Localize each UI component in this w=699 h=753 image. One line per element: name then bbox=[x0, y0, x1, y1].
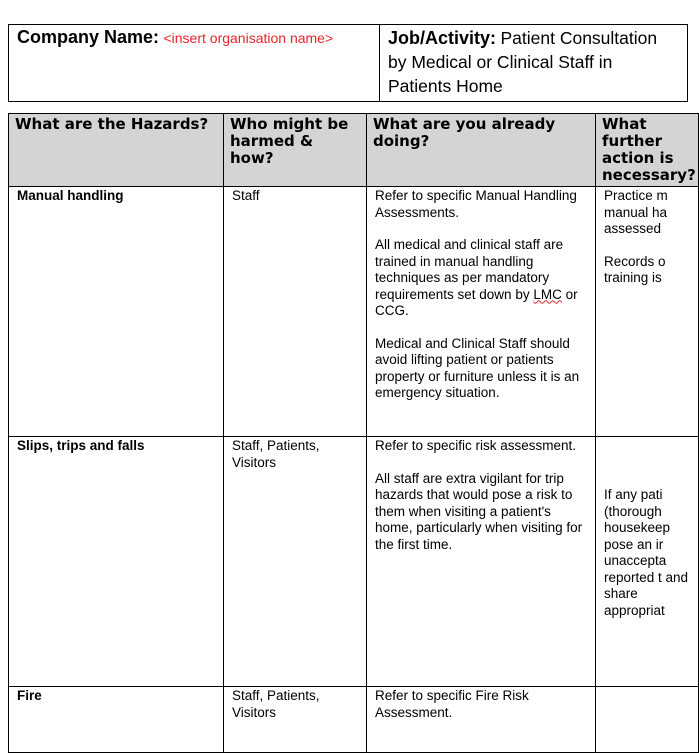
job-activity-cell bbox=[380, 25, 688, 102]
job-activity-label: Job/Activity: bbox=[388, 28, 497, 48]
who-cell: Staff bbox=[224, 187, 367, 437]
column-header-who: Who might be harmed & how? bbox=[224, 114, 367, 187]
doing-paragraph: Refer to specific Fire Risk Assessment. bbox=[375, 688, 529, 720]
further-cell bbox=[596, 187, 699, 437]
hazard-cell: Fire bbox=[9, 687, 224, 753]
table-header-row bbox=[9, 114, 699, 187]
further-paragraph: Records o training is bbox=[604, 253, 666, 285]
doing-paragraph: Refer to specific risk assessment. bbox=[375, 438, 577, 453]
company-name-value: <insert organisation name> bbox=[163, 30, 334, 46]
further-paragraph: If any pati (thorough housekeep pose an ir unaccepta reported t and share appropriat bbox=[604, 487, 689, 618]
table-row bbox=[9, 687, 699, 753]
hazard-cell: Slips, trips and falls bbox=[9, 437, 224, 687]
who-cell: Staff, Patients, Visitors bbox=[224, 437, 367, 687]
further-cell bbox=[596, 687, 699, 753]
doing-paragraph: Medical and Clinical Staff should avoid lifting patient or patients property or furniture unless it is an emergency situation. bbox=[375, 335, 580, 400]
doing-paragraph: All staff are extra vigilant for trip hazards that would pose a risk to them when visiting a patient's home, particularly when visiting for the first time. bbox=[375, 470, 583, 552]
company-name-label: Company Name: bbox=[17, 27, 160, 47]
risk-assessment-table bbox=[8, 113, 699, 753]
doing-cell bbox=[367, 687, 596, 753]
doing-cell bbox=[367, 437, 596, 687]
doing-cell bbox=[367, 187, 596, 437]
further-cell bbox=[596, 437, 699, 687]
table-row bbox=[9, 437, 699, 687]
company-name-cell bbox=[9, 25, 380, 102]
further-paragraph: Practice m manual ha assessed bbox=[604, 188, 668, 236]
table-row bbox=[9, 187, 699, 437]
who-cell: Staff, Patients, Visitors bbox=[224, 687, 367, 753]
job-activity-value: Patient Consultation by Medical or Clinical Staff in Patients Home bbox=[388, 28, 658, 96]
header-table bbox=[8, 24, 688, 102]
doing-paragraph: Refer to specific Manual Handling Assessments. bbox=[375, 188, 577, 220]
column-header-doing: What are you already doing? bbox=[367, 114, 596, 187]
spellcheck-word: LMC bbox=[533, 286, 562, 302]
doing-paragraph: All medical and clinical staff are trained in manual handling techniques as per mandatory requirements set down by LMC or CCG. bbox=[375, 237, 578, 318]
hazard-cell: Manual handling bbox=[9, 187, 224, 437]
column-header-further: What further action is necessary? bbox=[596, 114, 699, 187]
column-header-hazards: What are the Hazards? bbox=[9, 114, 224, 187]
